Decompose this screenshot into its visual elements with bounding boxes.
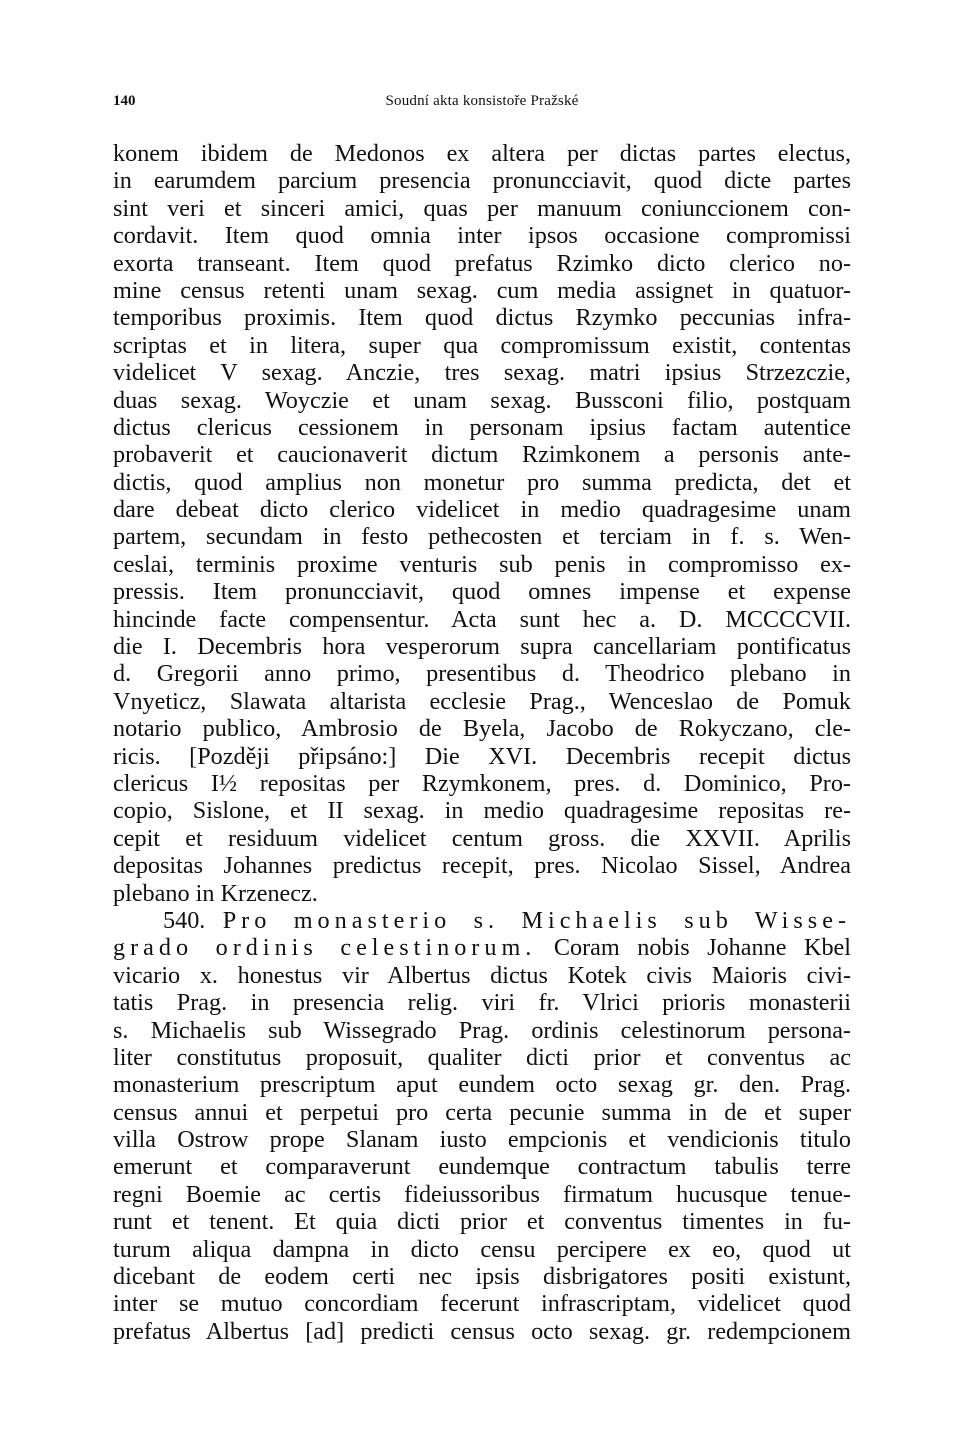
text-line: copio, Sislone, et II sexag. in medio quadragesime repositas re-: [113, 797, 851, 825]
body-text: [113, 140, 851, 1345]
text-line: emerunt et comparaverunt eundemque contractum tabulis terre: [113, 1153, 851, 1181]
text-line: hincinde facte compensentur. Acta sunt hec a. D. MCCCCVII.: [113, 605, 851, 633]
text-line: clericus I½ repositas per Rzymkonem, pres. d. Dominico, Pro-: [113, 769, 851, 797]
entry-heading: Pro monasterio s. Michaelis sub Wisse-: [222, 906, 851, 934]
text-line: die I. Decembris hora vesperorum supra cancellariam pontificatus: [113, 633, 851, 661]
entry-540-body: [113, 962, 851, 1345]
page-number: 140: [113, 93, 136, 109]
running-head: [113, 93, 851, 113]
text-line: ceslai, terminis proxime venturis sub penis in compromisso ex-: [113, 550, 851, 578]
text-line: videlicet V sexag. Anczie, tres sexag. matri ipsius Strzezczie,: [113, 359, 851, 387]
text-line: inter se mutuo concordiam fecerunt infrascriptam, videlicet quod: [113, 1290, 851, 1318]
text-line: sint veri et sinceri amici, quas per manuum coniunccionem con-: [113, 194, 851, 222]
running-title: Soudní akta konsistoře Pražské: [385, 93, 579, 109]
text-line: cordavit. Item quod omnia inter ipsos occasione compromissi: [113, 222, 851, 250]
text-line: liter constitutus proposuit, qualiter dicti prior et conventus ac: [113, 1043, 851, 1071]
text-line: mine census retenti unam sexag. cum media assignet in quatuor-: [113, 276, 851, 304]
text-line: dictus clericus cessionem in personam ipsius factam autentice: [113, 413, 851, 441]
text-line: plebano in Krzenecz.: [113, 879, 318, 907]
text-line: in earumdem parcium presencia pronuncciavit, quod dicte partes: [113, 167, 851, 195]
text-line: runt et tenent. Et quia dicti prior et conventus timentes in fu-: [113, 1208, 851, 1236]
entry-heading-continued: grado ordinis celestinorum.: [113, 934, 537, 962]
text-line: dictis, quod amplius non monetur pro summa predicta, det et: [113, 468, 851, 496]
text-line: scriptas et in litera, super qua compromissum existit, contentas: [113, 331, 851, 359]
text-line: Vnyeticz, Slawata altarista ecclesie Prag., Wenceslao de Pomuk: [113, 687, 851, 715]
entry-540-heading-line: [113, 907, 851, 934]
text-line: regni Boemie ac certis fideiussoribus firmatum hucusque tenue-: [113, 1180, 851, 1208]
text-line: d. Gregorii anno primo, presentibus d. Theodrico plebano in: [113, 660, 851, 688]
entry-540: [113, 907, 851, 1345]
text-line: exorta transeant. Item quod prefatus Rzimko dicto clerico no-: [113, 249, 851, 277]
text-line: dare debeat dicto clerico videlicet in medio quadragesime unam: [113, 496, 851, 524]
text-line: depositas Johannes predictus recepit, pres. Nicolao Sissel, Andrea: [113, 852, 851, 880]
text-line: pressis. Item pronuncciavit, quod omnes impense et expense: [113, 578, 851, 606]
text-line: notario publico, Ambrosio de Byela, Jacobo de Rokyczano, cle-: [113, 715, 851, 743]
text-line: s. Michaelis sub Wissegrado Prag. ordinis celestinorum persona-: [113, 1016, 851, 1044]
text-line: partem, secundam in festo pethecosten et terciam in f. s. Wen-: [113, 523, 851, 551]
text-line: turum aliqua dampna in dicto censu percipere ex eo, quod ut: [113, 1235, 851, 1263]
text-line: tatis Prag. in presencia relig. viri fr. Vlrici prioris monasterii: [113, 989, 851, 1017]
text-line: dicebant de eodem certi nec ipsis disbrigatores positi existunt,: [113, 1263, 851, 1291]
text-line: monasterium prescriptum aput eundem octo sexag gr. den. Prag.: [113, 1071, 851, 1099]
text-line: vicario x. honestus vir Albertus dictus Kotek civis Maioris civi-: [113, 961, 851, 989]
text-line: prefatus Albertus [ad] predicti census octo sexag. gr. redempcionem: [113, 1317, 851, 1345]
text-line: cepit et residuum videlicet centum gross. die XXVII. Aprilis: [113, 824, 851, 852]
text-line: census annui et perpetui pro certa pecunie summa in de et super: [113, 1098, 851, 1126]
text-line: ricis. [Později připsáno:] Die XVI. Decembris recepit dictus: [113, 742, 851, 770]
text-line: temporibus proximis. Item quod dictus Rzymko peccunias infra-: [113, 304, 851, 332]
text-line: villa Ostrow prope Slanam iusto empcionis et vendicionis titulo: [113, 1126, 851, 1154]
text-line: Coram nobis Johanne Kbel: [553, 934, 851, 962]
text-line: probaverit et caucionaverit dictum Rzimkonem a personis ante-: [113, 441, 851, 469]
entry-540-heading-line-2: [113, 934, 851, 961]
text-line: duas sexag. Woyczie et unam sexag. Bussconi filio, postquam: [113, 386, 851, 414]
entry-539-continued: [113, 140, 851, 907]
entry-number: 540.: [163, 906, 206, 934]
text-line: konem ibidem de Medonos ex altera per dictas partes electus,: [113, 140, 851, 167]
